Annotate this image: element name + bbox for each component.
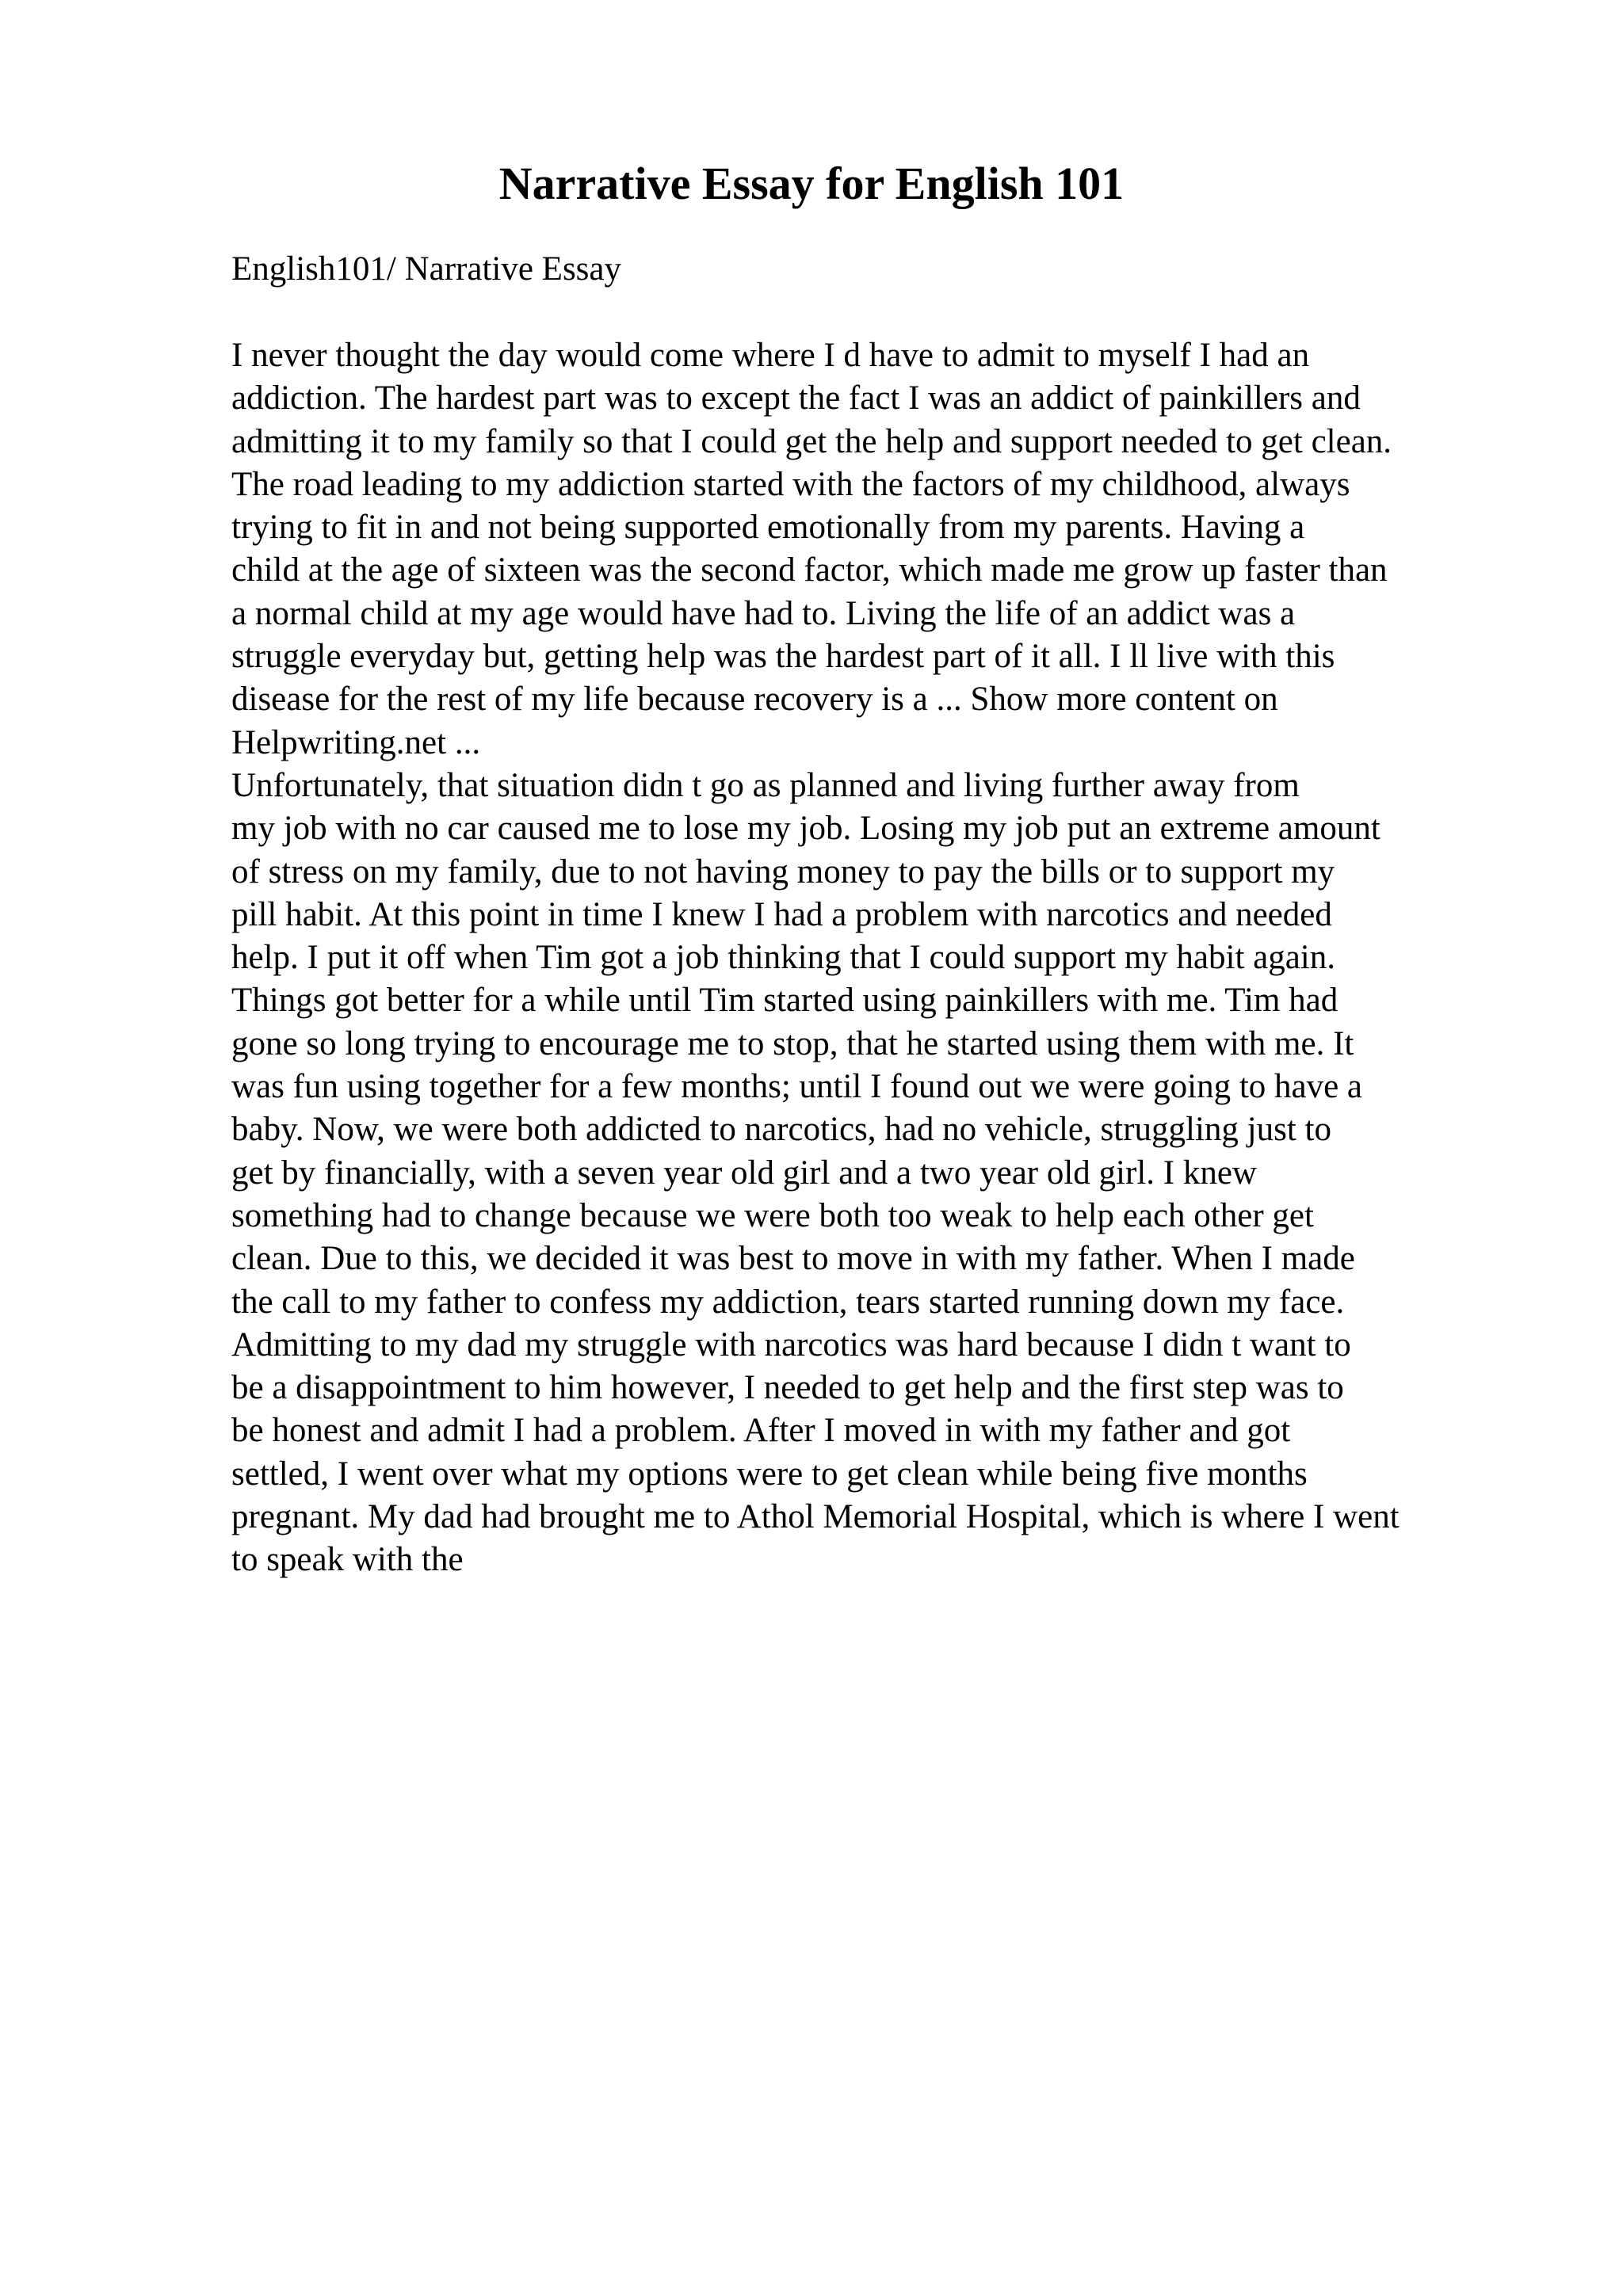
essay-line: of stress on my family, due to not having money to pay the bills or to support my xyxy=(231,852,1335,891)
essay-line: was fun using together for a few months; until I found out we were going to have a xyxy=(231,1068,1363,1106)
essay-line: settled, I went over what my options were to get clean while being five months xyxy=(231,1455,1308,1493)
essay-line: Admitting to my dad my struggle with narcotics was hard because I didn t want to xyxy=(231,1325,1351,1363)
essay-line: The road leading to my addiction started with the factors of my childhood, always xyxy=(231,465,1350,503)
essay-line: I never thought the day would come where I d have to admit to myself I had an xyxy=(231,337,1310,374)
essay-line: get by financially, with a seven year old girl and a two year old girl. I knew xyxy=(231,1154,1257,1192)
essay-line: be honest and admit I had a problem. After I moved in with my father and got xyxy=(231,1412,1291,1450)
essay-line: clean. Due to this, we decided it was best to move in with my father. When I made xyxy=(231,1240,1355,1278)
essay-line: addiction. The hardest part was to except the fact I was an addict of painkillers and xyxy=(231,379,1361,418)
essay-line: be a disappointment to him however, I needed to get help and the first step was to xyxy=(231,1369,1344,1407)
essay-line: something had to change because we were both too weak to help each other get xyxy=(231,1196,1314,1234)
essay-line: Unfortunately, that situation didn t go as planned and living further away from xyxy=(231,766,1300,804)
essay-line: help. I put it off when Tim got a job thinking that I could support my habit again. xyxy=(231,939,1336,977)
essay-line: pill habit. At this point in time I knew I had a problem with narcotics and needed xyxy=(231,895,1332,933)
essay-line: struggle everyday but, getting help was the hardest part of it all. I ll live with this xyxy=(231,638,1335,676)
essay-line: gone so long trying to encourage me to stop, that he started using them with me. It xyxy=(231,1024,1354,1062)
document-subtitle: English101/ Narrative Essay xyxy=(231,250,622,288)
essay-line: trying to fit in and not being supported emotionally from my parents. Having a xyxy=(231,509,1305,547)
essay-line: disease for the rest of my life because recovery is a ... Show more content on xyxy=(231,681,1278,719)
essay-line: my job with no car caused me to lose my job. Losing my job put an extreme amount xyxy=(231,810,1381,848)
essay-line: a normal child at my age would have had to. Living the life of an addict was a xyxy=(231,594,1296,632)
essay-line: to speak with the xyxy=(231,1541,464,1579)
essay-line: Things got better for a while until Tim started using painkillers with me. Tim had xyxy=(231,982,1338,1020)
essay-line: child at the age of sixteen was the second factor, which made me grow up faster than xyxy=(231,551,1388,589)
document-title: Narrative Essay for English 101 xyxy=(498,158,1125,209)
essay-line: the call to my father to confess my addiction, tears started running down my face. xyxy=(231,1283,1345,1321)
essay-line: pregnant. My dad had brought me to Athol Memorial Hospital, which is where I went xyxy=(231,1498,1400,1536)
essay-line: baby. Now, we were both addicted to narcotics, had no vehicle, struggling just to xyxy=(231,1111,1331,1149)
essay-body xyxy=(231,334,1531,1582)
essay-line: Helpwriting.net ... xyxy=(231,723,481,761)
essay-line: admitting it to my family so that I could get the help and support needed to get clean. xyxy=(231,422,1392,460)
